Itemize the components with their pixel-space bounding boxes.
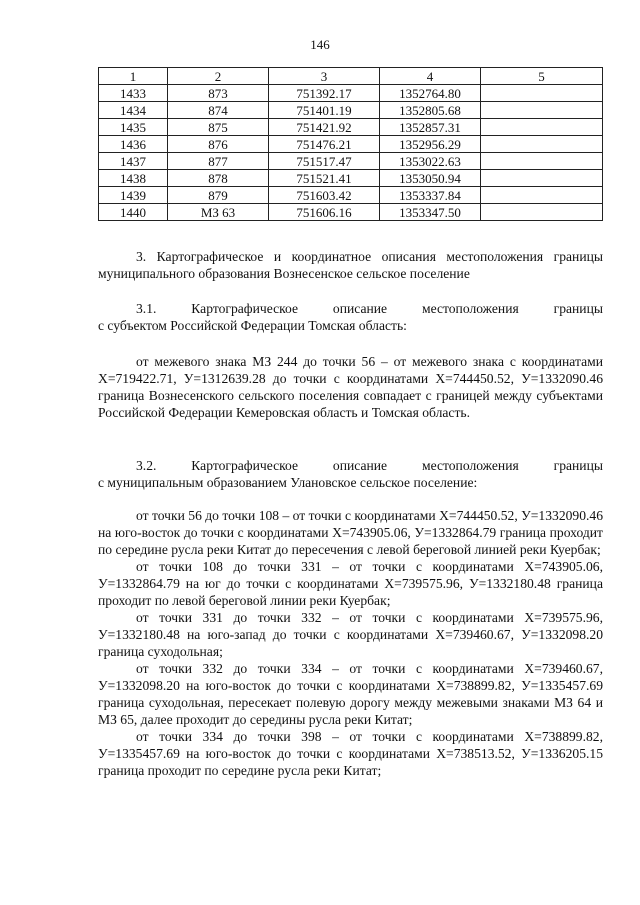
section-3-heading: 3. Картографическое и координатное описания местоположения границы муниципального образования Вознесенское сельское поселение xyxy=(98,249,603,281)
table-cell: 751421.92 xyxy=(269,119,380,136)
table-cell: 1353337.84 xyxy=(380,187,481,204)
section-3-2-body xyxy=(98,507,603,779)
table-cell: 751392.17 xyxy=(269,85,380,102)
section-3-1-number: 3.1. xyxy=(136,301,157,316)
section-3-2-heading xyxy=(98,457,603,491)
table-header-cell: 3 xyxy=(269,68,380,85)
paragraph: от точки 332 до точки 334 – от точки с координатами Х=739460.67, У=1332098.20 на юго-восток до точки с координатами Х=738899.82, У=1335457.69 граница суходольная, пересекает полевую дорогу между межевыми знаками МЗ 64 и МЗ 65, далее проходит до середины русла реки Китат; xyxy=(98,661,603,727)
table-cell xyxy=(481,102,603,119)
section-3-1-heading-line-2: с субъектом Российской Федерации Томская область: xyxy=(98,318,407,333)
paragraph: от точки 331 до точки 332 – от точки с координатами Х=739575.96, У=1332180.48 на юго-запад до точки с координатами Х=739460.67, У=1332098.20 граница суходольная; xyxy=(98,610,603,659)
table-cell xyxy=(481,170,603,187)
table-cell: 877 xyxy=(168,153,269,170)
section-3-1-heading-line xyxy=(98,300,603,317)
section-3-2-heading-line-2: с муниципальным образованием Улановское сельское поселение: xyxy=(98,475,478,490)
table-row xyxy=(99,170,603,187)
paragraph: от точки 56 до точки 108 – от точки с координатами Х=744450.52, У=1332090.46 на юго-восток до точки с координатами Х=743905.06, У=1332864.79 граница проходит по середине русла реки Китат до пересечения с левой береговой линией реки Куербак; xyxy=(98,508,603,557)
heading-word: описание xyxy=(332,458,388,473)
table-cell: 1352764.80 xyxy=(380,85,481,102)
heading-word: местоположения xyxy=(421,301,519,316)
table-row xyxy=(99,153,603,170)
table-cell: 1438 xyxy=(99,170,168,187)
table-cell xyxy=(481,136,603,153)
table-cell xyxy=(481,204,603,221)
section-3-2-heading-line xyxy=(98,457,603,474)
table-cell: 751517.47 xyxy=(269,153,380,170)
table-cell xyxy=(481,85,603,102)
page-number: 146 xyxy=(310,37,330,52)
table-row xyxy=(99,136,603,153)
table-cell: 879 xyxy=(168,187,269,204)
table-cell: 1353022.63 xyxy=(380,153,481,170)
paragraph: от точки 334 до точки 398 – от точки с координатами Х=738899.82, У=1335457.69 на юго-восток до точки с координатами Х=738513.52, У=1336205.15 граница проходит по середине русла реки Китат; xyxy=(98,729,603,778)
table-row xyxy=(99,85,603,102)
table-row xyxy=(99,102,603,119)
table-header-cell: 1 xyxy=(99,68,168,85)
table-cell: 878 xyxy=(168,170,269,187)
table-cell xyxy=(481,153,603,170)
table-cell: 751401.19 xyxy=(269,102,380,119)
coordinates-table xyxy=(98,67,603,221)
table-cell: 751606.16 xyxy=(269,204,380,221)
table-cell: 1436 xyxy=(99,136,168,153)
table-cell: 1435 xyxy=(99,119,168,136)
table-cell: 876 xyxy=(168,136,269,153)
table-cell xyxy=(481,187,603,204)
table-cell: 1353050.94 xyxy=(380,170,481,187)
heading-word: Картографическое xyxy=(191,458,299,473)
table-cell: 751521.41 xyxy=(269,170,380,187)
table-cell: 1352956.29 xyxy=(380,136,481,153)
section-3-2-number: 3.2. xyxy=(136,458,157,473)
heading-word: местоположения xyxy=(421,458,519,473)
section-3-1-heading xyxy=(98,300,603,334)
heading-word: описание xyxy=(332,301,388,316)
section-3 xyxy=(98,248,603,282)
table-cell: 751476.21 xyxy=(269,136,380,153)
table-cell: 1352805.68 xyxy=(380,102,481,119)
paragraph: от точки 108 до точки 331 – от точки с координатами Х=743905.06, У=1332864.79 на юг до точки с координатами Х=739575.96, У=1332180.48 граница проходит по левой береговой линии реки Куербак; xyxy=(98,559,603,608)
table-cell: 751603.42 xyxy=(269,187,380,204)
table-cell: 1353347.50 xyxy=(380,204,481,221)
table-cell: 873 xyxy=(168,85,269,102)
table-row xyxy=(99,187,603,204)
table-header-row xyxy=(99,68,603,85)
table-row xyxy=(99,204,603,221)
table-cell xyxy=(481,119,603,136)
table-cell: 1437 xyxy=(99,153,168,170)
table-cell: 1439 xyxy=(99,187,168,204)
table-header-cell: 2 xyxy=(168,68,269,85)
table-row xyxy=(99,119,603,136)
table-header-cell: 4 xyxy=(380,68,481,85)
heading-word: границы xyxy=(553,458,603,473)
table-cell: 874 xyxy=(168,102,269,119)
heading-word: Картографическое xyxy=(191,301,299,316)
table-cell: 1433 xyxy=(99,85,168,102)
table-cell: 1440 xyxy=(99,204,168,221)
paragraph: от межевого знака МЗ 244 до точки 56 – от межевого знака с координатами Х=719422.71, У=1312639.28 до точки с координатами Х=744450.52, У=1332090.46 граница Вознесенского сельского поселения совпадает с границей между субъектами Российской Федерации Кемеровская область и Томская область. xyxy=(98,354,603,420)
table-header-cell: 5 xyxy=(481,68,603,85)
section-3-1-body xyxy=(98,353,603,421)
table-cell: 1352857.31 xyxy=(380,119,481,136)
table-cell: МЗ 63 xyxy=(168,204,269,221)
table-cell: 875 xyxy=(168,119,269,136)
table-cell: 1434 xyxy=(99,102,168,119)
heading-word: границы xyxy=(553,301,603,316)
